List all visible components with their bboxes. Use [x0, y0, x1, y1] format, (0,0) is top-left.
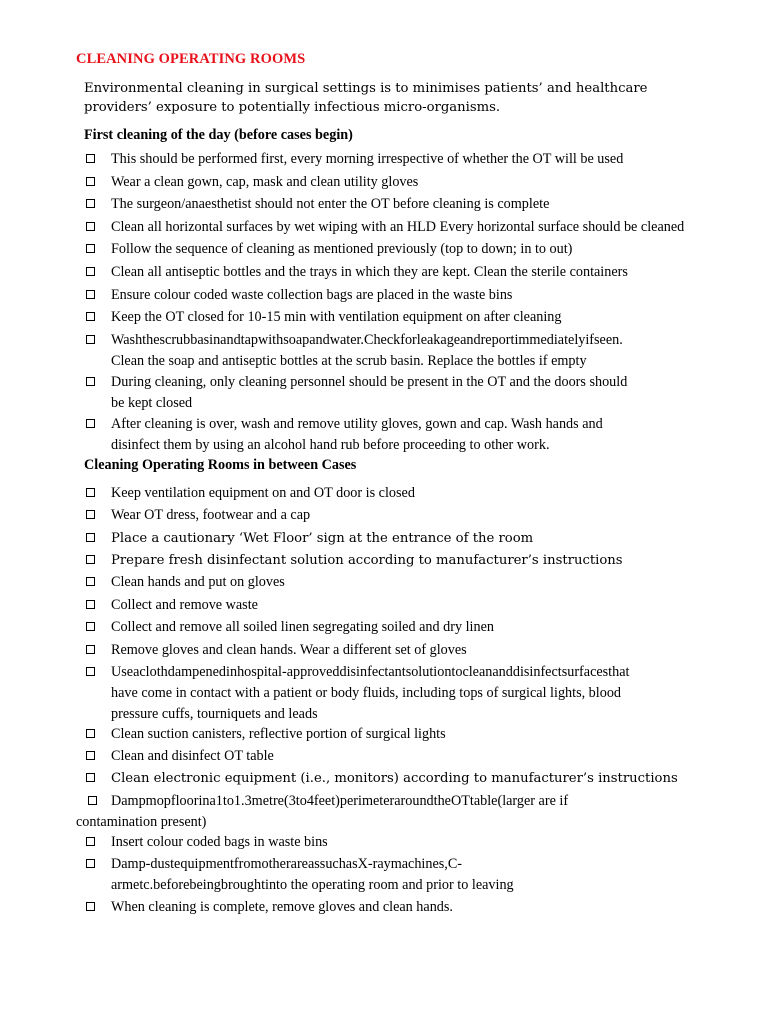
checkbox-icon [86, 622, 95, 631]
checkbox-icon [86, 222, 95, 231]
document-title: CLEANING OPERATING ROOMS [76, 51, 306, 67]
checkbox-icon [86, 645, 95, 654]
checkbox-icon [86, 510, 95, 519]
checkbox-icon [86, 419, 95, 428]
checkbox-icon [86, 267, 95, 276]
section-heading-first-cleaning: First cleaning of the day (before cases begin) [84, 127, 353, 143]
checkbox-icon [86, 751, 95, 760]
checkbox-icon [86, 488, 95, 497]
checkbox-icon [86, 555, 95, 564]
checkbox-icon [86, 577, 95, 586]
checkbox-icon [86, 177, 95, 186]
checkbox-icon [86, 859, 95, 868]
checkbox-icon [86, 377, 95, 386]
section-heading-between-cases: Cleaning Operating Rooms in between Cases [84, 457, 357, 473]
checkbox-icon [88, 796, 97, 805]
checkbox-icon [86, 667, 95, 676]
checkbox-icon [86, 533, 95, 542]
checkbox-icon [86, 290, 95, 299]
checkbox-icon [86, 244, 95, 253]
checkbox-icon [86, 154, 95, 163]
checkbox-icon [86, 335, 95, 344]
document-page: CLEANING OPERATING ROOMS Environmental cleaning in surgical settings is to minimises patients’ and healthcare providers’ exposure to potentially infectious micro-organisms. First cleaning of the day (before cases begin) This should be performed first, every morning irrespective of whether the OT will be used Wear a clean gown, cap, mask and clean utility gloves The surgeon/anaesthetist should not enter the OT before cleaning is complete Clean all horizontal surfaces by wet wiping with an HLD Every horizontal surface should be cleaned Follow the sequence of cleaning as mentioned previously (top to down; in to out) Clean all antiseptic bottles and the trays in which they are kept. Clean the sterile containers Ensure colour coded waste collection bags are placed in the waste bins Keep the OT closed for 10-15 min with ventilation equipment on after cleaning Washthescrubbasinandtapwithsoapandwater.Checkforleakageandreportimmediatelyifseen. Clean the soap and antiseptic bottles at the scrub basin. Replace the bottles if empty During cleaning, only cleaning personnel should be present in the OT and the doors should be kept closed After cleaning is over, wash and remove utility gloves, gown and cap. Wash hands and disinfect them by using an alcohol hand rub before proceeding to other work. Cleaning Operating Rooms in between Cases Keep ventilation equipment on and OT door is closed Wear OT dress, footwear and a cap Place a cautionary ‘Wet Floor’ sign at the entrance of the room Prepare fresh disinfectant solution according to manufacturer’s instructions Clean hands and put on gloves Collect and remove waste Collect and remove all soiled linen segregating soiled and dry linen Remove gloves and clean hands. Wear a different set of gloves Useaclothdampenedinhospital-approveddisinfectantsolutiontocleananddisinfectsurfacesthat have come in contact with a patient or body fluids, including tops of surgical lights, blood pressure cuffs, tourniquets and leads Clean suction canisters, reflective portion of surgical lights Clean and disinfect OT table Clean electronic equipment (i.e., monitors) according to manufacturer’s instructions Dampmopfloorina1to1.3metre(3to4feet)perimeteraroundtheOTtable(larger are if contamination present) Insert colour coded bags in waste bins Damp-dustequipmentfromotherareassuchasX-raymachines,C- armetc.beforebeingbroughtinto the operating room and prior to leaving When cleaning is complete, remove gloves and clean hands. [0, 0, 768, 1024]
checkbox-icon [86, 773, 95, 782]
checkbox-icon [86, 837, 95, 846]
checkbox-icon [86, 902, 95, 911]
checkbox-icon [86, 729, 95, 738]
intro-paragraph: Environmental cleaning in surgical settings is to minimises patients’ and healthcare providers’ exposure to potentially infectious micro-organisms. [84, 81, 648, 115]
checkbox-icon [86, 600, 95, 609]
checkbox-icon [86, 312, 95, 321]
checkbox-icon [86, 199, 95, 208]
